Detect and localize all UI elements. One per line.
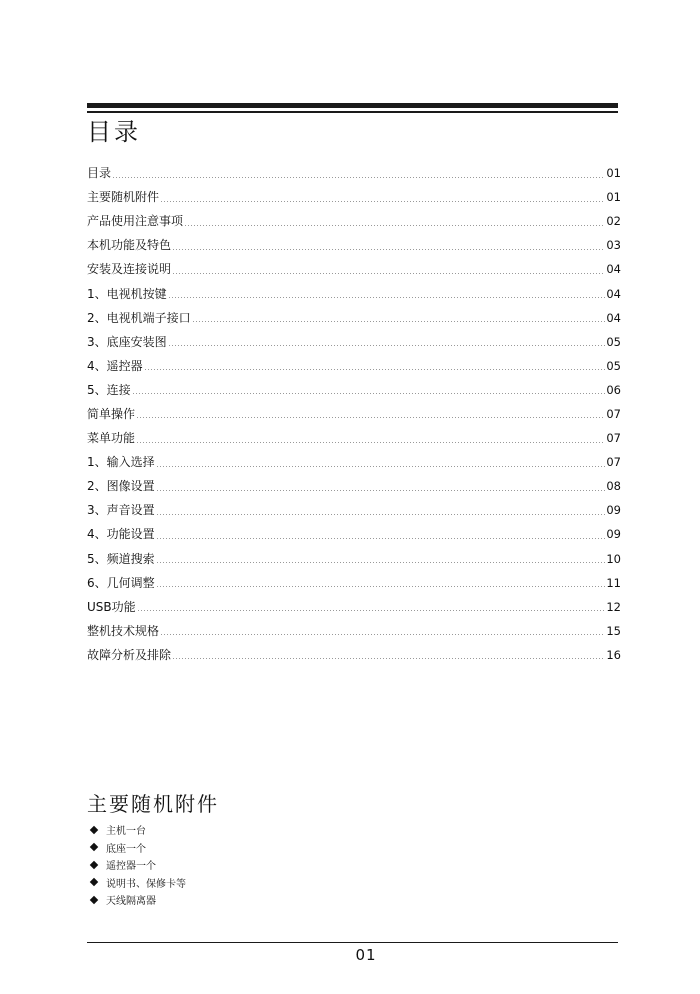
- toc-dot-leader: [172, 249, 605, 250]
- toc-dot-leader: [136, 417, 605, 418]
- toc-entry-page: 10: [606, 551, 621, 566]
- toc-entry-label: 菜单功能: [87, 431, 136, 446]
- header-rule-thin: [87, 111, 618, 113]
- toc-dot-leader: [112, 177, 605, 178]
- toc-entry-page: 09: [606, 503, 621, 518]
- toc-entry: [87, 257, 621, 281]
- toc-entry-page: 01: [606, 190, 621, 205]
- toc-entry: [87, 643, 621, 667]
- accessory-item: [90, 839, 186, 857]
- toc-entry-page: 04: [606, 262, 621, 277]
- toc-dot-leader: [132, 393, 606, 394]
- toc-entry: [87, 209, 621, 233]
- toc-entry-label: 1、输入选择: [87, 455, 155, 470]
- toc-entry-page: 08: [606, 479, 621, 494]
- toc-dot-leader: [137, 610, 606, 611]
- accessory-item: [90, 821, 186, 839]
- toc-entry-page: 02: [606, 214, 621, 229]
- toc-dot-leader: [168, 297, 606, 298]
- toc-entry: [87, 522, 621, 546]
- toc-entry-label: 简单操作: [87, 406, 136, 421]
- toc-entry-page: 03: [606, 238, 621, 253]
- toc-entry: [87, 402, 621, 426]
- toc-entry-page: 07: [606, 406, 621, 421]
- toc-entry-label: 4、功能设置: [87, 527, 155, 542]
- toc-entry-label: 2、电视机端子接口: [87, 310, 191, 325]
- accessory-item-label: 底座一个: [106, 843, 146, 855]
- toc-entry: [87, 330, 621, 354]
- toc-entry-page: 16: [606, 647, 621, 662]
- toc-entry: [87, 281, 621, 305]
- diamond-bullet-icon: [90, 861, 98, 869]
- toc-entry-label: 本机功能及特色: [87, 238, 172, 253]
- toc-entry: [87, 619, 621, 643]
- toc-entry: [87, 547, 621, 571]
- accessory-item: [90, 891, 186, 909]
- toc-dot-leader: [168, 345, 606, 346]
- toc-entry-label: 产品使用注意事项: [87, 214, 184, 229]
- diamond-bullet-icon: [90, 826, 98, 834]
- toc-dot-leader: [156, 490, 606, 491]
- toc-entry-page: 07: [606, 431, 621, 446]
- toc-entry-label: 目录: [87, 166, 112, 181]
- toc-dot-leader: [156, 562, 606, 563]
- toc-entry-page: 04: [606, 310, 621, 325]
- toc-entry: [87, 498, 621, 522]
- diamond-bullet-icon: [90, 843, 98, 851]
- toc-entry-page: 06: [606, 382, 621, 397]
- toc-entry-page: 09: [606, 527, 621, 542]
- toc-entry-page: 05: [606, 358, 621, 373]
- accessory-item: [90, 874, 186, 892]
- toc-entry: [87, 571, 621, 595]
- toc-dot-leader: [156, 538, 606, 539]
- toc-dot-leader: [192, 321, 606, 322]
- toc-entry-label: 安装及连接说明: [87, 262, 172, 277]
- toc-entry-label: 故障分析及排除: [87, 647, 172, 662]
- toc-entry-page: 15: [606, 623, 621, 638]
- header-rule-thick: [87, 103, 618, 108]
- toc-dot-leader: [144, 369, 606, 370]
- accessories-list: [90, 821, 186, 909]
- toc-dot-leader: [156, 466, 606, 467]
- toc-entry-label: 4、遥控器: [87, 358, 143, 373]
- toc-entry-label: 3、底座安装图: [87, 334, 167, 349]
- toc-entry-page: 04: [606, 286, 621, 301]
- toc-entry-label: 整机技术规格: [87, 623, 160, 638]
- toc-entry: [87, 426, 621, 450]
- toc-entry-label: 5、连接: [87, 382, 131, 397]
- diamond-bullet-icon: [90, 896, 98, 904]
- toc-entry: [87, 595, 621, 619]
- footer-rule: [87, 942, 618, 943]
- toc-entry-label: 3、声音设置: [87, 503, 155, 518]
- toc-entry: [87, 306, 621, 330]
- toc-entry-page: 07: [606, 455, 621, 470]
- toc-dot-leader: [184, 225, 605, 226]
- toc-entry: [87, 450, 621, 474]
- toc-entry: [87, 474, 621, 498]
- diamond-bullet-icon: [90, 878, 98, 886]
- accessory-item-label: 说明书、保修卡等: [106, 878, 186, 890]
- toc-entry-label: USB功能: [87, 599, 136, 614]
- accessory-item-label: 遥控器一个: [106, 861, 156, 873]
- accessory-item-label: 主机一台: [106, 826, 146, 838]
- toc-dot-leader: [172, 273, 605, 274]
- toc-dot-leader: [156, 514, 606, 515]
- toc-entry-label: 1、电视机按键: [87, 286, 167, 301]
- accessory-item-label: 天线隔离器: [106, 896, 156, 908]
- toc-dot-leader: [160, 201, 605, 202]
- toc-entry-page: 01: [606, 166, 621, 181]
- toc-entry: [87, 378, 621, 402]
- accessories-heading: 主要随机附件: [87, 792, 219, 816]
- toc-dot-leader: [160, 634, 605, 635]
- toc-entry-label: 5、频道搜索: [87, 551, 155, 566]
- toc-entry: [87, 354, 621, 378]
- accessory-item: [90, 856, 186, 874]
- toc-entry: [87, 185, 621, 209]
- toc-dot-leader: [172, 658, 605, 659]
- toc-entry-page: 05: [606, 334, 621, 349]
- toc-entry: [87, 161, 621, 185]
- toc-dot-leader: [156, 586, 606, 587]
- table-of-contents: [87, 161, 621, 667]
- page-number: 01: [355, 946, 377, 964]
- toc-entry-label: 主要随机附件: [87, 190, 160, 205]
- toc-entry: [87, 233, 621, 257]
- toc-heading: 目录: [87, 118, 141, 146]
- toc-dot-leader: [136, 442, 605, 443]
- toc-entry-page: 12: [606, 599, 621, 614]
- toc-entry-page: 11: [606, 575, 621, 590]
- toc-entry-label: 2、图像设置: [87, 479, 155, 494]
- toc-entry-label: 6、几何调整: [87, 575, 155, 590]
